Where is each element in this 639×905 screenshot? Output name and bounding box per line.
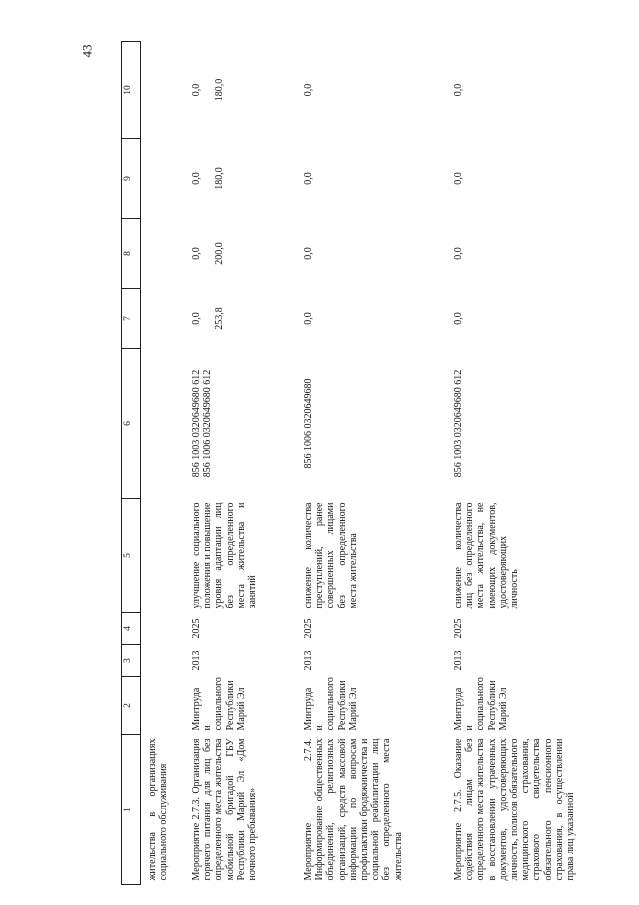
header-cell-8: 8 bbox=[122, 219, 141, 289]
table-row bbox=[190, 42, 302, 885]
table-row bbox=[302, 42, 452, 885]
end-year: 2025 bbox=[303, 618, 314, 639]
header-cell-1: 1 bbox=[122, 735, 141, 885]
value-cell: 253,8 bbox=[214, 307, 226, 330]
budget-codes bbox=[190, 349, 302, 499]
program-measures-table bbox=[121, 41, 612, 885]
table-row bbox=[452, 42, 612, 885]
header-cell-10: 10 bbox=[122, 42, 141, 139]
value-cell: 0,0 bbox=[191, 172, 202, 185]
col7-values bbox=[190, 289, 302, 349]
result-text: снижение количества преступлений, ранее совершенных лицами без определенного места жительства bbox=[303, 502, 359, 609]
header-cell-4: 4 bbox=[122, 613, 141, 645]
end-year: 2025 bbox=[453, 618, 464, 639]
value-cell: 0,0 bbox=[303, 247, 314, 260]
col10-values bbox=[190, 42, 302, 139]
value-cell: 200,0 bbox=[214, 242, 226, 265]
value-cell: 0,0 bbox=[191, 312, 202, 325]
header-cell-2: 2 bbox=[122, 677, 141, 735]
col8-values bbox=[190, 219, 302, 289]
header-row bbox=[122, 42, 141, 885]
value-cell: 0,0 bbox=[303, 172, 314, 185]
result-text: снижение количества лиц без определенного места жительства, не имеющих документов, удостоверяющих личность bbox=[453, 502, 520, 609]
executor-text: Минтруда и социального Республики Марий Эл bbox=[453, 677, 509, 731]
value-cell: 0,0 bbox=[191, 83, 202, 97]
value-cell: 0,0 bbox=[453, 312, 464, 325]
value-cell: 0,0 bbox=[303, 312, 314, 325]
page-number bbox=[78, 40, 96, 62]
rotated-table-container bbox=[121, 42, 628, 885]
continuation-text: жительства в организациях социального обслуживания bbox=[147, 738, 170, 881]
page-number-text: 43 bbox=[79, 44, 94, 58]
header-cell-6: 6 bbox=[122, 349, 141, 499]
measure-text: Мероприятие 2.7.3. Организация горячего питания для лиц без определенного места жительства мобильной бригадой ГБУ Республики Марий Эл «Дом ночного пребывания» bbox=[191, 738, 258, 881]
value-cell: 0,0 bbox=[191, 247, 202, 260]
budget-code: 856 1003 0320649680 612 bbox=[191, 369, 202, 478]
budget-codes bbox=[302, 349, 452, 499]
col9-values bbox=[190, 139, 302, 219]
header-cell-5: 5 bbox=[122, 499, 141, 613]
header-cell-9: 9 bbox=[122, 139, 141, 219]
measure-text: Мероприятие 2.7.5. Оказание содействия лицам без определенного места жительства в восстановлении утраченных документов, удостоверяющих личность, полисов обязательного медицинского страхования, страхового свидетельства обязательного пенсионного страхования, в осуществлении права лиц указанной bbox=[453, 738, 576, 881]
measure-text: Мероприятие 2.7.4. Информирование общественных объединений, религиозных организаций, средств массовой информации по вопросам профилактики бродяжничества и социальной реабилитации лиц без определенного места жительства bbox=[303, 738, 404, 881]
start-year: 2013 bbox=[191, 650, 202, 671]
table-body bbox=[141, 42, 613, 885]
executor-text: Минтруда и социального Республики Марий Эл bbox=[303, 677, 359, 731]
value-cell: 180,0 bbox=[214, 78, 226, 102]
continuation-row bbox=[141, 42, 191, 885]
value-cell: 0,0 bbox=[303, 83, 314, 97]
end-year: 2025 bbox=[191, 618, 202, 639]
budget-code: 856 1006 0320649680 612 bbox=[202, 369, 214, 478]
value-cell: 0,0 bbox=[453, 83, 464, 97]
start-year: 2013 bbox=[453, 650, 464, 671]
result-text: улучшение социального положения и повышение уровня адаптации лиц без определенного места жительства и занятий bbox=[191, 502, 258, 609]
start-year: 2013 bbox=[303, 650, 314, 671]
budget-code: 856 1006 0320649680 bbox=[303, 378, 314, 469]
value-cell: 180,0 bbox=[214, 167, 226, 190]
header-cell-7: 7 bbox=[122, 289, 141, 349]
budget-codes bbox=[452, 349, 612, 499]
value-cell: 0,0 bbox=[453, 247, 464, 260]
executor-text: Минтруда и социального Республики Марий Эл bbox=[191, 677, 247, 731]
header-cell-3: 3 bbox=[122, 645, 141, 677]
budget-code: 856 1003 0320649680 612 bbox=[453, 369, 464, 478]
value-cell: 0,0 bbox=[453, 172, 464, 185]
table-header bbox=[122, 42, 141, 885]
